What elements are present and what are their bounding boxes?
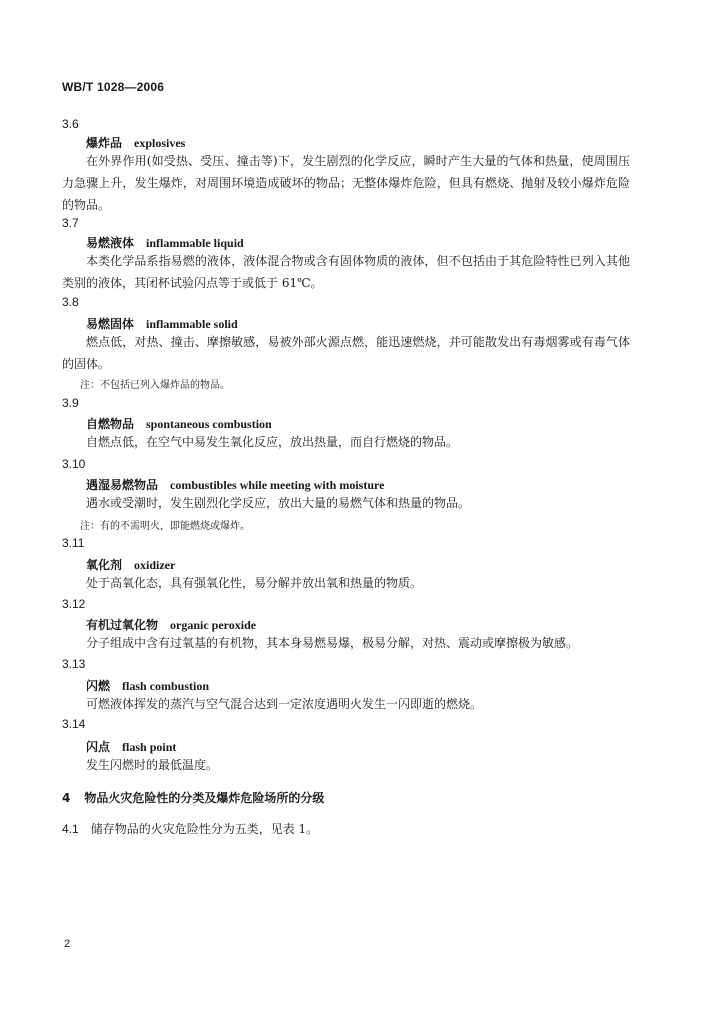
entry-number: 3.9 [62,396,79,410]
clause-text: 储存物品的火灾危险性分为五类，见表 1。 [90,822,319,836]
section-number: 4 [62,791,71,805]
entry-number: 3.14 [62,717,86,731]
term-definition: 自燃点低，在空气中易发生氧化反应，放出热量，而自行燃烧的物品。 [86,435,459,449]
term-chinese: 易燃固体 [86,317,135,331]
page-number: 2 [64,938,71,950]
standard-code-header: WB/T 1028—2006 [62,80,165,94]
term-definition: 发生闪燃时的最低温度。 [86,758,219,772]
term-english: flash point [122,740,177,754]
term-definition: 遇水或受潮时，发生剧烈化学反应，放出大量的易燃气体和热量的物品。 [86,496,471,510]
term-english: inflammable solid [146,317,238,331]
term-heading [86,134,185,151]
entry-number: 3.11 [62,536,85,550]
term-definition: 本类化学品系指易燃的液体，液体混合物或含有固体物质的液体，但不包括由于其危险特性已列入其他类别的液体，其闭杯试验闪点等于或低于 61℃。 [62,254,630,290]
entry-number: 3.13 [62,657,86,671]
term-note: 注：不包括已列入爆炸品的物品。 [80,380,230,391]
term-heading [86,738,176,755]
term-heading [86,476,384,493]
section-heading [62,789,324,806]
term-heading [86,415,272,432]
term-definition: 可燃液体挥发的蒸汽与空气混合达到一定浓度遇明火发生一闪即逝的燃烧。 [86,697,483,711]
clause-paragraph [62,820,318,837]
term-chinese: 易燃液体 [86,236,135,250]
entry-number: 3.12 [62,597,86,611]
entry-number: 3.6 [62,117,79,131]
term-heading [86,556,175,573]
term-note: 注：有的不需明火，即能燃烧或爆炸。 [80,521,250,532]
term-chinese: 闪点 [86,740,111,754]
entry-number: 3.8 [62,295,79,309]
entry-number: 3.7 [62,216,79,230]
term-english: explosives [134,136,186,150]
term-chinese: 爆炸品 [86,136,123,150]
term-definition: 在外界作用(如受热、受压、撞击等)下，发生剧烈的化学反应，瞬时产生大量的气体和热量，使周围压力急骤上升，发生爆炸，对周围环境造成破坏的物品；无整体爆炸危险，但具有燃烧、抛射及较小爆炸危险的物品。 [62,154,630,212]
term-heading [86,234,244,251]
term-chinese: 闪燃 [86,679,111,693]
term-english: inflammable liquid [146,236,244,250]
term-english: oxidizer [134,558,176,572]
term-english: organic peroxide [170,618,257,632]
section-title: 物品火灾危险性的分类及爆炸危险场所的分级 [84,791,325,805]
term-english: combustibles while meeting with moisture [170,478,385,492]
term-definition: 燃点低，对热、撞击、摩擦敏感，易被外部火源点燃，能迅速燃烧，并可能散发出有毒烟雾或有毒气体的固体。 [62,335,630,371]
term-chinese: 有机过氧化物 [86,618,159,632]
entry-number: 3.10 [62,457,86,471]
term-heading [86,677,209,694]
term-heading [86,315,238,332]
term-chinese: 自燃物品 [86,417,135,431]
term-chinese: 氧化剂 [86,558,123,572]
term-definition: 分子组成中含有过氧基的有机物，其本身易燃易爆，极易分解，对热、震动或摩擦极为敏感。 [86,636,579,650]
term-heading [86,616,256,633]
clause-number: 4.1 [62,822,79,836]
term-english: flash combustion [122,679,210,693]
term-chinese: 遇湿易燃物品 [86,478,159,492]
term-definition: 处于高氧化态，具有强氧化性，易分解并放出氧和热量的物质。 [86,576,423,590]
term-english: spontaneous combustion [146,417,272,431]
